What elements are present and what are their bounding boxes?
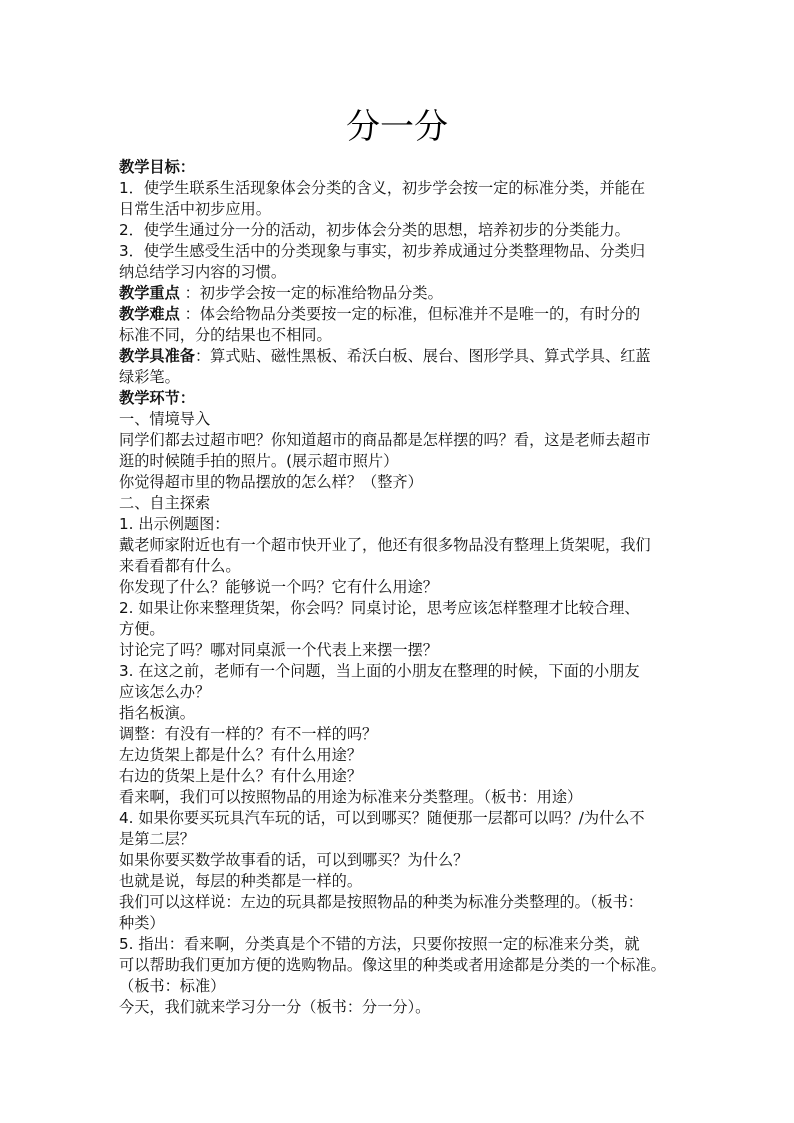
line-text: 可以帮助我们更加方便的选购物品。像这里的种类或者用途都是分类的一个标准。 [119, 956, 666, 974]
section-heading: 教学重点 [119, 284, 180, 302]
text-line [119, 745, 687, 766]
line-text: ：初步学会按一定的标准给物品分类。 [179, 284, 443, 302]
line-text: 指名板演。 [119, 704, 195, 722]
text-line [119, 766, 687, 787]
section-heading: 教学具准备 [119, 347, 195, 365]
line-text: 来看看都有什么。 [119, 557, 241, 575]
text-line [119, 955, 687, 976]
section-heading: 教学环节： [119, 389, 195, 407]
text-line [119, 472, 687, 493]
text-line [119, 829, 687, 850]
line-text: 二、自主探索 [119, 494, 211, 512]
line-text: 一、情境导入 [119, 410, 211, 428]
line-text: 你觉得超市里的物品摆放的怎么样？（整齐） [119, 473, 423, 491]
text-line [119, 808, 687, 829]
section-heading: 教学目标： [119, 158, 195, 176]
text-line [119, 430, 687, 451]
line-text: ：算式贴、磁性黑板、希沃白板、展台、图形学具、算式学具、红蓝 [194, 347, 651, 365]
line-text: （板书：标准） [119, 977, 226, 995]
text-line [119, 241, 687, 262]
text-line [119, 451, 687, 472]
document-title: 分一分 [346, 107, 448, 147]
line-text: 5. 指出：看来啊，分类真是个不错的方法，只要你按照一定的标准来分类，就 [119, 935, 640, 953]
line-text: 3. 在这之前，老师有一个问题，当上面的小朋友在整理的时候，下面的小朋友 [119, 662, 640, 680]
line-text: 种类） [119, 914, 165, 932]
text-line [119, 619, 687, 640]
line-text: 今天，我们就来学习分一分（板书：分一分）。 [119, 998, 431, 1016]
line-text: 标准不同，分的结果也不相同。 [119, 326, 332, 344]
line-text: 讨论完了吗？哪对同桌派一个代表上来摆一摆？ [119, 641, 438, 659]
line-text: 2. 如果让你来整理货架，你会吗？同桌讨论，思考应该怎样整理才比较合理、 [119, 599, 640, 617]
text-line [119, 556, 687, 577]
text-line [119, 934, 687, 955]
line-text: 是第二层？ [119, 830, 195, 848]
text-line [119, 199, 687, 220]
text-line [119, 703, 687, 724]
text-line [119, 661, 687, 682]
line-text: 1．使学生联系生活现象体会分类的含义，初步学会按一定的标准分类，并能在 [119, 179, 646, 197]
line-text: 你发现了什么？能够说一个吗？它有什么用途？ [119, 578, 438, 596]
line-text: 左边货架上都是什么？有什么用途？ [119, 746, 362, 764]
text-line [119, 997, 687, 1018]
document-body [119, 157, 687, 1018]
text-line [119, 871, 687, 892]
text-line [119, 850, 687, 871]
line-text: 绿彩笔。 [119, 368, 180, 386]
line-text: 4. 如果你要买玩具汽车玩的话，可以到哪买？随便那一层都可以吗？/为什么不 [119, 809, 645, 827]
text-line [119, 220, 687, 241]
line-text: 也就是说，每层的种类都是一样的。 [119, 872, 362, 890]
line-text: 1. 出示例题图： [119, 515, 230, 533]
text-line [119, 325, 687, 346]
text-line [119, 724, 687, 745]
text-line [119, 640, 687, 661]
text-line [119, 682, 687, 703]
line-text: 调整：有没有一样的？有不一样的吗？ [119, 725, 378, 743]
text-line [119, 535, 687, 556]
text-line [119, 346, 687, 367]
text-line [119, 913, 687, 934]
line-text: 方便。 [119, 620, 165, 638]
line-text: 2．使学生通过分一分的活动，初步体会分类的思想，培养初步的分类能力。 [119, 221, 630, 239]
text-line [119, 976, 687, 997]
text-line [119, 787, 687, 808]
text-line [119, 367, 687, 388]
text-line [119, 388, 687, 409]
section-heading: 教学难点 [119, 305, 180, 323]
text-line [119, 262, 687, 283]
line-text: 看来啊，我们可以按照物品的用途为标准来分类整理。（板书：用途） [119, 788, 583, 806]
text-line [119, 409, 687, 430]
text-line [119, 178, 687, 199]
text-line [119, 157, 687, 178]
line-text: 同学们都去过超市吧？你知道超市的商品都是怎样摆的吗？看，这是老师去超市 [119, 431, 651, 449]
text-line [119, 598, 687, 619]
line-text: 日常生活中初步应用。 [119, 200, 271, 218]
line-text: 3．使学生感受生活中的分类现象与事实，初步养成通过分类整理物品、分类归 [119, 242, 646, 260]
line-text: 戴老师家附近也有一个超市快开业了，他还有很多物品没有整理上货架呢，我们 [119, 536, 651, 554]
line-text: 右边的货架上是什么？有什么用途？ [119, 767, 362, 785]
line-text: 逛的时候随手拍的照片。(展示超市照片） [119, 452, 399, 470]
line-text: 应该怎么办？ [119, 683, 211, 701]
text-line [119, 283, 687, 304]
line-text: 如果你要买数学故事看的话，可以到哪买？为什么？ [119, 851, 469, 869]
line-text: 纳总结学习内容的习惯。 [119, 263, 287, 281]
text-line [119, 304, 687, 325]
text-line [119, 577, 687, 598]
text-line [119, 892, 687, 913]
line-text: 我们可以这样说：左边的玩具都是按照物品的种类为标准分类整理的。（板书： [119, 893, 643, 911]
text-line [119, 514, 687, 535]
text-line [119, 493, 687, 514]
line-text: ：体会给物品分类要按一定的标准，但标准并不是唯一的，有时分的 [179, 305, 641, 323]
